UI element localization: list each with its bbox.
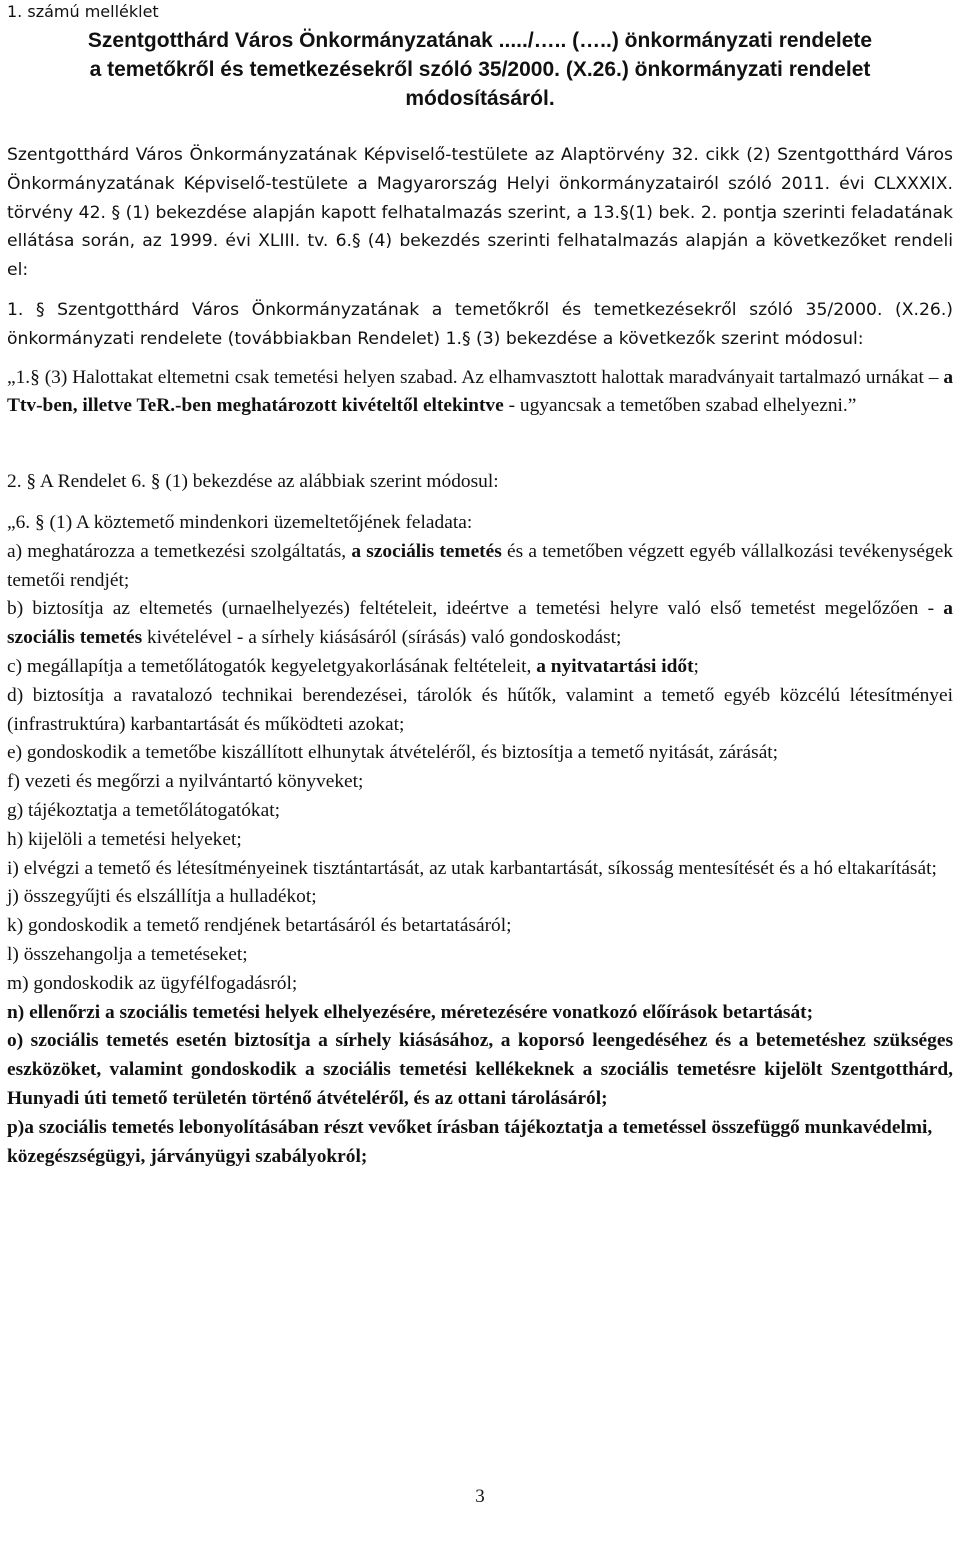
item-text: b) biztosítja az eltemetés (urnaelhelyezés) feltételeit, ideértve a temetési helyre való első temetést megelőzően - xyxy=(7,598,944,620)
item-bold-text: a szociális temetés xyxy=(7,598,953,649)
item-text: kivételével - a sírhely kiásásáról (sírásás) való gondoskodást; xyxy=(142,627,622,649)
list-item-a xyxy=(7,538,953,596)
list-item-o: o) szociális temetés esetén biztosítja a sírhely kiásásához, a koporsó leengedéséhez és a betemetéshez szükséges eszközöket, valamint gondoskodik a szociális temetési kellékeknek a szociális temetésre kijelölt Szentgotthárd, Hunyadi úti temető területén történő átvételéről, és az ottani tárolásáról; xyxy=(7,1030,953,1109)
list-item-l: l) összehangolja a temetéseket; xyxy=(7,943,248,965)
document-body xyxy=(7,141,953,1171)
list-item-b xyxy=(7,595,953,653)
document-title xyxy=(30,26,930,113)
quote-text: - ugyancsak a temetőben szabad elhelyezni.” xyxy=(503,395,857,417)
item-text: a) meghatározza a temetkezési szolgáltatás, xyxy=(7,540,352,562)
preamble: Szentgotthárd Város Önkormányzatának Képviselő-testülete az Alaptörvény 32. cikk (2) Szentgotthárd Város Önkormányzatának Képviselő-testülete a Magyarország Helyi önkormányzatairól szóló 2011. évi CLXXXIX. törvény 42. § (1) bekezdése alapján kapott felhatalmazás szerint, a 13.§(1) bek. 2. pontja szerinti feladatának ellátása során, az 1999. évi XLIII. tv. 6.§ (4) bekezdés szerinti felhatalmazás alapján a következőket rendeli el: xyxy=(7,145,953,281)
title-line: módosításáról. xyxy=(405,87,555,110)
item-bold-text: a nyitvatartási időt xyxy=(536,655,694,677)
list-item-j: j) összegyűjti és elszállítja a hulladékot; xyxy=(7,886,317,908)
list-item-m: m) gondoskodik az ügyfélfogadásról; xyxy=(7,972,298,994)
title-line: a temetőkről és temetkezésekről szóló 35/2000. (X.26.) önkormányzati rendelet xyxy=(89,58,871,81)
list-item-i: i) elvégzi a temető és létesítményeinek tisztántartását, az utak karbantartását, síkosság mentesítését és a hó eltakarítását; xyxy=(7,857,937,879)
section-1-quote xyxy=(7,364,953,422)
item-text: és a temetőben végzett egyéb vállalkozási tevékenységek temetői rendjét; xyxy=(7,540,953,591)
section-2-intro: 2. § A Rendelet 6. § (1) bekezdése az alábbiak szerint módosul: xyxy=(7,471,499,493)
quote-bold-text: a Ttv-ben, illetve TeR.-ben meghatározott kivételtől eltekintve xyxy=(7,366,954,417)
list-item-h: h) kijelöli a temetési helyeket; xyxy=(7,828,242,850)
list-item-f: f) vezeti és megőrzi a nyilvántartó könyveket; xyxy=(7,771,364,793)
list-item-c xyxy=(7,653,953,682)
list-item-e: e) gondoskodik a temetőbe kiszállított elhunytak átvételéről, és biztosítja a temető nyitását, zárását; xyxy=(7,742,779,764)
section-2-lead: „6. § (1) A köztemető mindenkori üzemeltetőjének feladata: xyxy=(7,511,473,533)
annex-label: 1. számú melléklet xyxy=(7,2,159,21)
page-number: 3 xyxy=(475,1486,485,1507)
item-text: ; xyxy=(693,655,699,677)
list-item-k: k) gondoskodik a temető rendjének betartásáról és betartatásáról; xyxy=(7,915,512,937)
title-line: Szentgotthárd Város Önkormányzatának ...../….. (…..) önkormányzati rendelete xyxy=(87,29,873,52)
section-1-intro: 1. § Szentgotthárd Város Önkormányzatának a temetőkről és temetkezésekről szóló 35/2000. (X.26.) önkormányzati rendelete (továbbiakban Rendelet) 1.§ (3) bekezdése a következők szerint módosul: xyxy=(7,299,953,349)
list-item-n: n) ellenőrzi a szociális temetési helyek elhelyezésére, méretezésére vonatkozó előírások betartását; xyxy=(7,1001,814,1023)
list-item-p: p)a szociális temetés lebonyolításában részt vevőket írásban tájékoztatja a temetéssel összefüggő munkavédelmi, közegészségügyi, járványügyi szabályokról; xyxy=(7,1116,933,1167)
item-bold-text: a szociális temetés xyxy=(351,540,502,562)
list-item-g: g) tájékoztatja a temetőlátogatókat; xyxy=(7,799,280,821)
list-item-d: d) biztosítja a ravatalozó technikai berendezései, tárolók és hűtők, valamint a temető egyéb közcélú létesítményei (infrastruktúra) karbantartását és működteti azokat; xyxy=(7,684,953,735)
quote-text: „1.§ (3) Halottakat eltemetni csak temetési helyen szabad. Az elhamvasztott halottak maradványait tartalmazó urnákat – xyxy=(7,366,944,388)
item-text: c) megállapítja a temetőlátogatók kegyeletgyakorlásának feltételeit, xyxy=(7,655,537,677)
